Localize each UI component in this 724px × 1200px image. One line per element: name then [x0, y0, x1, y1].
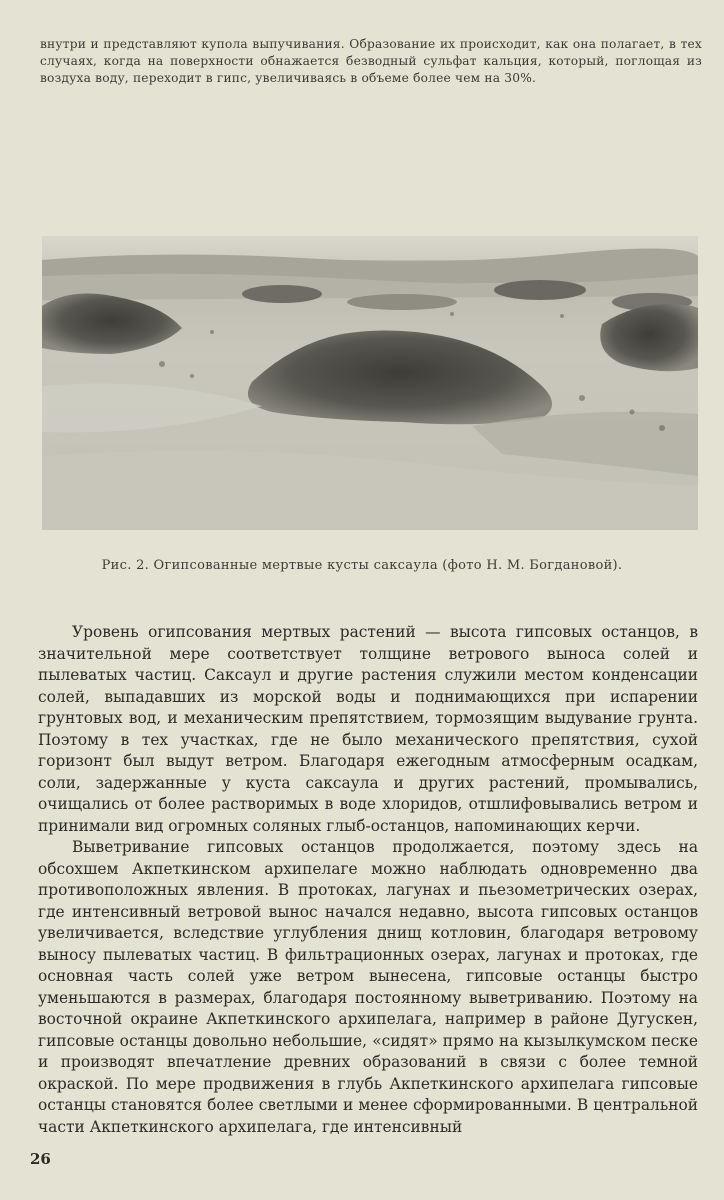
top-paragraph: внутри и представляют купола выпучивания. Образование их происходит, как она полагает, в тех случаях, когда на поверхности обнажается безводный сульфат кальция, который, поглощая из воздуха воду, переходит в гипс, увеличиваясь в объеме более чем на 30%.	[40, 37, 702, 85]
figure-caption: Рис. 2. Огипсованные мертвые кусты саксаула (фото Н. М. Богдановой).	[101, 558, 623, 573]
body-text	[38, 622, 698, 1138]
page-number: 26	[30, 1150, 51, 1168]
paragraph-1: Уровень огипсования мертвых растений — высота гипсовых останцов, в значительной мере соответствует толщине ветрового выноса солей и пылеватых частиц. Саксаул и другие растения служили местом конденсации солей, выпадавших из морской воды и поднимающихся при испарении грунтовых вод, и механическим препятствием, тормозящим выдувание грунта. Поэтому в тех участках, где не было механического препятствия, сухой горизонт был выдут ветром. Благодаря ежегодным атмосферным осадкам, соли, задержанные у куста саксаула и других растений, промывались, очищались от более растворимых в воде хлоридов, отшлифовывались ветром и принимали вид огромных соляных глыб-останцов, напоминающих керчи.	[38, 623, 698, 835]
figure-photo	[42, 236, 698, 530]
paragraph-2: Выветривание гипсовых останцов продолжается, поэтому здесь на обсохшем Акпеткинском архипелаге можно наблюдать одновременно два противоположных явления. В протоках, лагунах и пьезометрических озерах, где интенсивный ветровой вынос начался недавно, высота гипсовых останцов увеличивается, вследствие углубления днищ котловин, благодаря ветровому выносу пылеватых частиц. В фильтрационных озерах, лагунах и протоках, где основная часть солей уже ветром вынесена, гипсовые останцы быстро уменьшаются в размерах, благодаря постоянному выветриванию. Поэтому на восточной окраине Акпеткинского архипелага, например в районе Дугускен, гипсовые останцы довольно небольшие, «сидят» прямо на кызылкумском песке и производят впечатление древних образований в связи с более темной окраской. По мере продвижения в глубь Акпеткинского архипелага гипсовые останцы становятся более светлыми и менее сформированными. В центральной части Акпеткинского архипелага, где интенсивный	[38, 838, 698, 1136]
